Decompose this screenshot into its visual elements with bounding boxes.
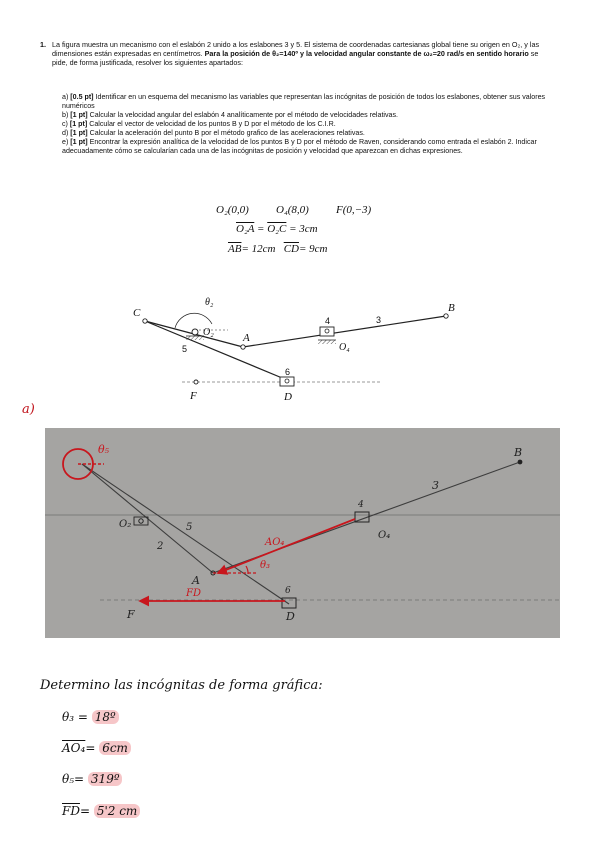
list-item: a) [0.5 pt] Identificar en un esquema del mecanismo las variables que representan las incógnitas de posición de todos los eslabones, obtener sus valores numéricos xyxy=(62,93,546,110)
photo-label-theta5: θ₅ xyxy=(98,443,110,456)
result-fd: $\overline{FD}= 5'2$ cm xyxy=(62,804,140,818)
photo-label-o2: O₂ xyxy=(119,519,132,530)
slider-6 xyxy=(280,377,294,386)
photo-label-b: B xyxy=(514,446,523,459)
photo-label-ao4: AO₄ xyxy=(265,537,285,548)
question-number: 1. xyxy=(40,40,46,49)
formula-lengths-2: $\overline{AB}= 12cm$ $\overline{CD}= 9cm$ xyxy=(228,243,328,255)
determino-heading: Determino las incógnitas de forma gráfica: xyxy=(40,678,323,693)
photo-label-3: 3 xyxy=(432,479,439,492)
label-b: B xyxy=(448,302,455,314)
result-theta3: θ₃ = 18º xyxy=(62,710,119,724)
pivot-o2 xyxy=(186,329,204,340)
photo-label-4: 4 xyxy=(358,500,364,510)
mechanism-diagram xyxy=(133,297,455,403)
photo-sketch xyxy=(45,428,560,638)
photo-label-6: 6 xyxy=(285,586,291,596)
label-o2: O₂ xyxy=(203,327,214,338)
question-bold: Para la posición de θ₂=140º y la velocidad angular constante de ω₂=20 rad/s en sentido horario xyxy=(204,49,529,58)
result-ao4: AO₄= 6cm xyxy=(62,741,131,755)
photo-label-2: 2 xyxy=(157,541,164,552)
label-d: D xyxy=(284,391,292,403)
photo-label-o4: O₄ xyxy=(378,530,391,541)
photo-label-a: A xyxy=(192,574,200,587)
formula-o2: O₂(0,0) xyxy=(216,204,249,216)
formula-lengths-1: O₂A = O₂C = 3cm xyxy=(236,223,318,235)
list-item: c) [1 pt] Calcular el vector de velocidad de los puntos B y D por el método de los C.I.R. xyxy=(62,120,336,128)
label-3: 3 xyxy=(376,315,382,325)
label-c: C xyxy=(133,307,141,319)
photo-label-fd: FD xyxy=(186,588,201,599)
question-text-1: La figura muestra un mecanismo con el eslabón 2 unido a los eslabones 3 y 5. El sistema de coordenadas cartesianas global tiene su origen en O₂, y las dimensiones están expresadas en centímetros. xyxy=(52,40,540,58)
list-item: d) [1 pt] Calcular la aceleración del punto B por el método grafico de las aceleraciones relativas. xyxy=(62,129,365,137)
label-o4: O₄ xyxy=(339,342,350,353)
list-item: e) [1 pt] Encontrar la expresión analítica de la velocidad de los puntos B y D por el método de Raven, considerando como entrada el eslabón 2. Indicar adecuadamente cómo se calcularían cada una de las incógnitas de posición y velocidad que aparezcan en dichas expresiones. xyxy=(62,138,537,155)
theta2-arc xyxy=(175,313,212,328)
photo-label-theta3: θ₃ xyxy=(260,560,271,571)
label-theta2: θ₂ xyxy=(205,297,214,308)
question-text-2: se pide, de forma justificada, resolver los siguientes apartados: xyxy=(52,49,539,67)
photo-label-f: F xyxy=(127,608,135,621)
label-f: F xyxy=(190,390,197,402)
label-5: 5 xyxy=(182,344,188,354)
photo-label-5: 5 xyxy=(186,522,193,533)
label-6: 6 xyxy=(285,367,291,377)
photo-label-d: D xyxy=(286,610,295,623)
label-a: A xyxy=(243,332,250,344)
formula-o4: O₄(8,0) xyxy=(276,204,309,216)
result-theta5: θ₅= 319º xyxy=(62,772,122,786)
list-item: b) [1 pt] Calcular la velocidad angular del eslabón 4 analíticamente por el método de velocidades relativas. xyxy=(62,111,398,119)
slider-4 xyxy=(318,327,336,344)
section-label-a: a) xyxy=(22,402,35,417)
label-4: 4 xyxy=(325,316,331,326)
formula-f: F(0,−3) xyxy=(336,204,372,216)
